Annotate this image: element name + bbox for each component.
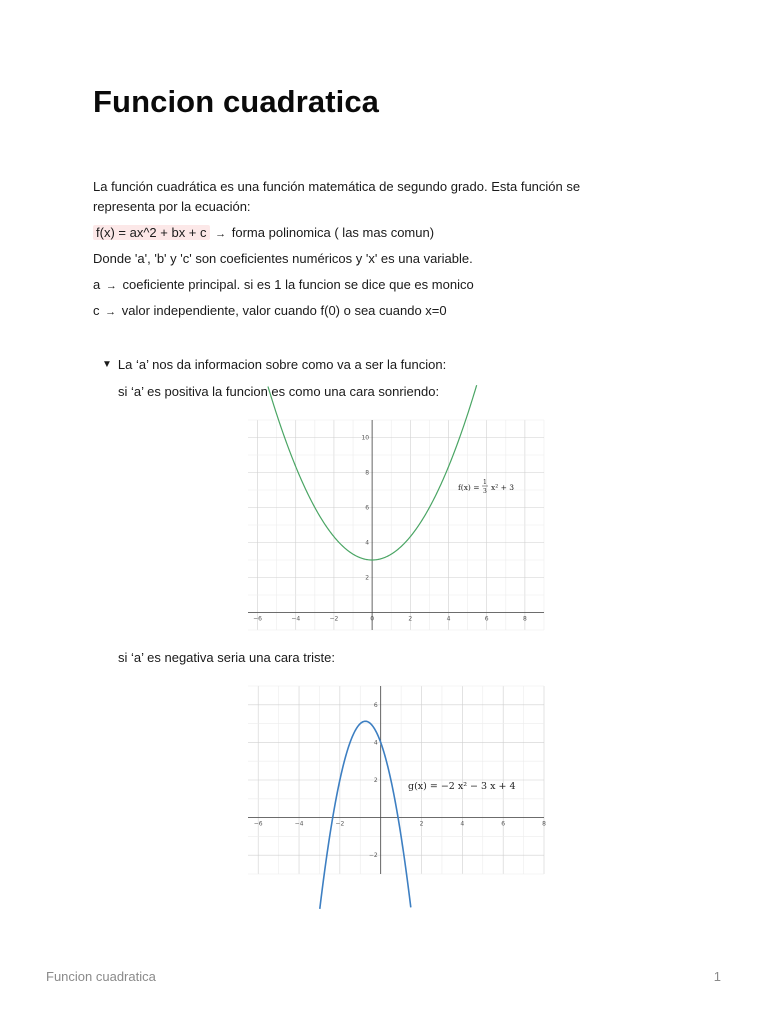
equation-denominator: 3 [483,488,487,495]
toggle-block[interactable] [102,355,446,375]
intro-line-2: representa por la ecuación: [93,199,251,214]
equation-description: forma polinomica ( las mas comun) [231,225,435,240]
footer-title: Funcion cuadratica [46,969,156,984]
x-tick-labels [253,616,527,623]
arrow-icon: → [215,228,227,240]
equation-line [93,223,434,244]
positive-line: si ‘a’ es positiva la funcion es como una cara sonriendo: [118,384,440,399]
grid [248,420,544,630]
arrow-icon: → [105,280,117,292]
y-tick-label: 10 [361,434,370,442]
equation-code: f(x) = ax^2 + bx + c [93,225,210,240]
graph-positive [248,420,544,630]
arrow-icon: → [105,306,117,318]
x-tick-label: −2 [329,615,339,623]
y-tick-labels [369,702,378,859]
grid [248,686,544,874]
negative-line: si ‘a’ es negativa seria una cara triste: [118,650,336,665]
toggle-header[interactable] [102,355,446,375]
a-definition [93,275,474,296]
equation-label: g(x) = −2 x² − 3 x + 4 [408,781,516,792]
a-description: coeficiente principal. si es 1 la funcion se dice que es monico [122,277,474,292]
y-tick-label: 2 [373,777,378,784]
x-tick-label: 4 [446,615,451,623]
intro-line-1: La función cuadrática es una función matemática de segundo grado. Esta función se [93,179,581,194]
graph-negative [248,686,544,874]
c-prefix: c [93,303,100,318]
x-tick-label: 6 [501,820,506,828]
x-tick-label: 8 [542,820,546,828]
x-tick-label: −4 [291,615,301,623]
c-definition [93,301,447,322]
toggle-label: La ‘a’ nos da informacion sobre como va a ser la funcion: [117,357,447,372]
x-tick-label: −2 [335,820,345,828]
x-tick-label: 0 [370,615,375,623]
x-tick-label: 4 [460,820,465,828]
page-number: 1 [713,969,721,984]
x-tick-label: 6 [484,615,489,623]
page-title: Funcion cuadratica [93,84,380,119]
y-tick-label: 4 [365,539,370,547]
equation-rest: x² + 3 [491,483,515,492]
y-tick-label: 6 [373,701,378,709]
donde-line: Donde 'a', 'b' y 'c' son coeficientes numéricos y 'x' es una variable. [93,251,473,266]
x-tick-label: −6 [253,820,263,828]
x-tick-label: −4 [294,820,304,828]
parabola-curve [320,721,411,909]
equation-numerator: 1 [483,479,487,486]
y-tick-label: 6 [365,504,370,512]
y-tick-label: 8 [365,469,370,477]
y-tick-label: −2 [368,852,378,860]
x-tick-label: 8 [522,615,527,623]
y-tick-label: 2 [365,574,370,582]
x-tick-label: −6 [253,615,262,623]
y-tick-label: 4 [373,739,378,747]
x-tick-label: 2 [419,820,424,828]
caret-down-icon[interactable]: ▼ [102,359,112,370]
equation-lhs: f(x) = [458,483,480,492]
c-description: valor independiente, valor cuando f(0) o sea cuando x=0 [121,303,447,318]
graph-negative-svg [248,686,544,874]
x-tick-label: 2 [408,615,413,623]
a-prefix: a [93,277,101,292]
graph-positive-svg [248,420,544,630]
